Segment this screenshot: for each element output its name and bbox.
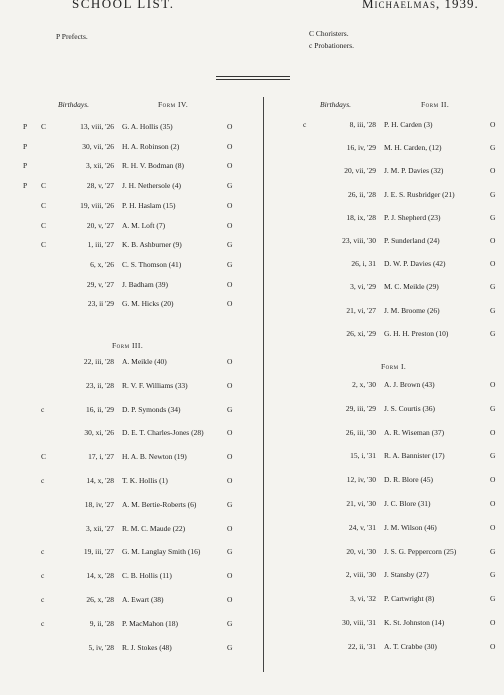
birthday: 28, v, '27 [86,181,114,191]
pupil-name: D. W. P. Davies (42) [384,259,446,269]
house: O [490,475,496,485]
pupil-name: R. M. C. Maude (22) [122,523,186,533]
house: G [227,547,233,557]
house: G [490,570,496,580]
house: O [490,259,496,269]
house: O [227,380,233,390]
birthday: 12, iv, '30 [346,475,376,485]
birthday: 19, viii, '26 [80,200,114,210]
pupil-name: J. S. G. Peppercorn (25) [384,546,457,556]
legend-prefects: P Prefects. [56,32,88,41]
birthday: 6, x, '26 [90,259,114,269]
table-row [0,571,263,583]
pupil-name: D. E. T. Charles-Jones (28) [122,428,204,438]
pupil-name: J. H. Nethersole (4) [122,181,181,191]
left-birthdays-heading: Birthdays. [58,100,90,109]
house: O [490,618,496,627]
house: G [227,259,233,269]
birthday: 26, xi, '29 [346,328,376,338]
chorister-mark: c [41,595,45,604]
double-rule-bottom [216,79,290,80]
house: G [490,328,496,338]
house: G [490,143,496,153]
birthday: 30, viii, '31 [342,618,376,627]
house: O [490,236,496,245]
house: O [490,380,496,389]
house: O [227,220,233,230]
page-title: SCHOOL LIST. [72,0,175,11]
house: O [490,120,496,129]
birthday: 29, v, '27 [86,279,114,289]
birthday: 20, vii, '29 [344,166,376,176]
house: G [490,212,496,222]
pupil-name: J. Badham (39) [122,279,169,289]
house: G [490,594,496,604]
birthday: 8, iii, '28 [349,120,376,129]
house: O [490,641,496,651]
pupil-name: H. A. B. Newton (19) [122,452,187,462]
chorister-mark: c [41,618,45,628]
table-row [264,259,504,271]
table-row [264,404,504,416]
table-row [0,201,263,213]
form-iv-heading: Form IV. [158,100,189,109]
birthday: 18, iv, '27 [84,499,114,509]
birthday: 2, viii, '30 [345,570,376,580]
table-row [264,282,504,294]
table-row [0,142,263,154]
table-row [264,213,504,225]
house: O [227,595,233,604]
birthday: 1, iii, '27 [87,240,114,250]
table-row [0,619,263,631]
birthday: 29, iii, '29 [345,403,376,413]
birthday: 18, ix, '28 [346,212,376,222]
chorister-mark: c [41,571,45,581]
prefect-mark: P [23,122,28,131]
birthday: 19, iii, '27 [83,547,114,557]
pupil-name: R. H. V. Bodman (8) [122,161,185,171]
house: O [227,357,233,366]
table-row [264,475,504,487]
birthday: 22, ii, '31 [347,641,376,651]
table-row [0,547,263,559]
chorister-mark: c [41,547,45,557]
pupil-name: J. M. P. Davies (32) [384,166,444,176]
pupil-name: K. St. Johnston (14) [384,618,445,627]
pupil-name: A. T. Crabbe (30) [384,641,437,651]
birthday: 16, iv, '29 [346,143,376,153]
pupil-name: P. H. Carden (3) [384,120,433,129]
chorister-mark: C [41,452,47,462]
house: G [227,181,233,191]
table-row [0,161,263,173]
chorister-mark: c [41,476,45,485]
table-row [264,329,504,341]
table-row [264,236,504,248]
legend-choristers: C Choristers. [309,29,349,38]
birthday: 26, x, '28 [86,595,114,604]
pupil-name: J. M. Broome (26) [384,305,440,315]
pupil-name: P. MacMahon (18) [122,618,179,628]
birthday: 30, xi, '26 [84,428,114,438]
chorister-mark: C [41,240,47,250]
pupil-name: M. H. Carden, (12) [384,143,442,153]
house: G [490,451,496,461]
pupil-name: D. R. Blore (45) [384,475,433,485]
birthday: 3, vi, '32 [350,594,376,604]
prefect-mark: P [23,141,28,151]
pupil-name: A. J. Brown (43) [384,380,435,389]
pupil-name: J. S. Courtis (36) [384,403,436,413]
birthday: 24, v, '31 [348,522,376,532]
table-row [264,499,504,511]
form-ii-heading: Form II. [421,100,450,109]
birthday: 14, x, '28 [86,571,114,581]
house: G [227,499,233,509]
table-row [264,594,504,606]
house: O [227,299,233,309]
double-rule-top [216,76,290,77]
table-row [0,476,263,488]
birthday: 2, x, '30 [352,380,376,389]
pupil-name: A. R. Wiseman (37) [384,427,445,437]
house: O [227,452,233,462]
birthday: 9, ii, '28 [89,618,114,628]
house: O [227,141,233,151]
pupil-name: P. J. Shepherd (23) [384,212,441,222]
pupil-name: P. H. Haslam (15) [122,200,176,210]
birthday: 17, i, '27 [88,452,114,462]
house: O [227,571,233,581]
table-row [0,260,263,272]
chorister-mark: C [41,200,47,210]
birthday: 20, vi, '30 [346,546,376,556]
pupil-name: A. Meikle (40) [122,357,167,366]
house: G [490,546,496,556]
birthday: 20, v, '27 [86,220,114,230]
pupil-name: J. C. Blore (31) [384,499,431,508]
term-title: Michaelmas, 1939. [362,0,479,11]
prefect-mark: P [23,181,28,191]
house: O [227,523,233,533]
birthday: 15, i, '31 [350,451,376,461]
birthday: 23, ii '29 [87,299,114,309]
pupil-name: K. B. Ashburner (9) [122,240,182,250]
birthday: 3, xii, '27 [85,523,114,533]
pupil-name: C. S. Thomson (41) [122,259,182,269]
birthday: 26, iii, '30 [345,427,376,437]
birthday: 3, xii, '26 [85,161,114,171]
table-row [0,595,263,607]
birthday: 14, x, '28 [86,476,114,485]
pupil-name: D. P. Symonds (34) [122,404,181,414]
prefect-mark: P [23,161,28,171]
table-row [0,280,263,292]
table-row [0,240,263,252]
house: O [227,122,233,131]
house: G [490,282,496,292]
table-row [0,357,263,369]
pupil-name: P. Sunderland (24) [384,236,440,245]
pupil-name: C. B. Hollis (11) [122,571,172,581]
birthday: 22, iii, '28 [83,357,114,366]
table-row [0,221,263,233]
table-row [264,120,504,132]
birthday: 23, viii, '30 [342,236,376,245]
house: O [227,200,233,210]
pupil-name: R. V. F. Williams (33) [122,380,188,390]
house: O [227,428,233,438]
table-row [0,428,263,440]
table-row [264,451,504,463]
pupil-name: G. M. Langlay Smith (16) [122,547,201,557]
table-row [264,570,504,582]
house: O [227,161,233,171]
birthday: 21, vi, '30 [346,499,376,508]
table-row [0,500,263,512]
birthday: 13, viii, '26 [80,122,114,131]
chorister-mark: c [41,404,45,414]
pupil-name: G. M. Hicks (20) [122,299,174,309]
house: G [227,404,233,414]
table-row [0,381,263,393]
table-row [264,190,504,202]
pupil-name: A. Ewart (38) [122,595,164,604]
birthday: 23, ii, '28 [85,380,114,390]
house: O [490,522,496,532]
table-row [0,299,263,311]
pupil-name: G. A. Hollis (35) [122,122,173,131]
pupil-name: M. C. Meikle (29) [384,282,439,292]
table-row [264,428,504,440]
table-row [0,122,263,134]
house: G [227,642,233,652]
birthday: 5, iv, '28 [88,642,114,652]
table-row [264,523,504,535]
birthday: 3, vi, '29 [350,282,376,292]
birthday: 16, ii, '29 [85,404,114,414]
table-row [264,547,504,559]
pupil-name: A. M. Loft (7) [122,220,166,230]
pupil-name: J. E. S. Rusbridger (21) [384,189,455,199]
chorister-mark: C [41,220,47,230]
pupil-name: R. J. Stokes (48) [122,642,172,652]
form-iii-heading: Form III. [112,341,144,350]
chorister-mark: c [303,120,307,129]
house: O [227,476,233,485]
table-row [264,143,504,155]
house: O [490,499,496,508]
pupil-name: J. Stansby (27) [384,570,429,580]
legend-probationers: c Probationers. [309,41,354,50]
house: G [490,189,496,199]
table-row [0,643,263,655]
table-row [0,452,263,464]
table-row [264,306,504,318]
table-row [0,524,263,536]
pupil-name: H. A. Robinson (2) [122,141,180,151]
house: O [227,279,233,289]
pupil-name: R. A. Bannister (17) [384,451,445,461]
birthday: 21, vi, '27 [346,305,376,315]
house: G [227,618,233,628]
pupil-name: J. M. Wilson (46) [384,522,437,532]
pupil-name: G. H. H. Preston (10) [384,328,449,338]
table-row [264,642,504,654]
pupil-name: P. Cartwright (8) [384,594,435,604]
pupil-name: T. K. Hollis (1) [122,476,168,485]
house: G [490,305,496,315]
house: G [490,403,496,413]
birthday: 26, i, 31 [351,259,376,269]
right-birthdays-heading: Birthdays. [320,100,352,109]
table-row [264,618,504,630]
chorister-mark: C [41,122,47,131]
form-i-heading: Form I. [381,362,407,371]
house: O [490,166,496,176]
table-row [264,380,504,392]
table-row [0,181,263,193]
birthday: 30, vii, '26 [82,141,114,151]
pupil-name: A. M. Bertie-Roberts (6) [122,499,197,509]
house: O [490,427,496,437]
house: G [227,240,233,250]
birthday: 26, ii, '28 [347,189,376,199]
table-row [0,405,263,417]
chorister-mark: C [41,181,47,191]
table-row [264,166,504,178]
